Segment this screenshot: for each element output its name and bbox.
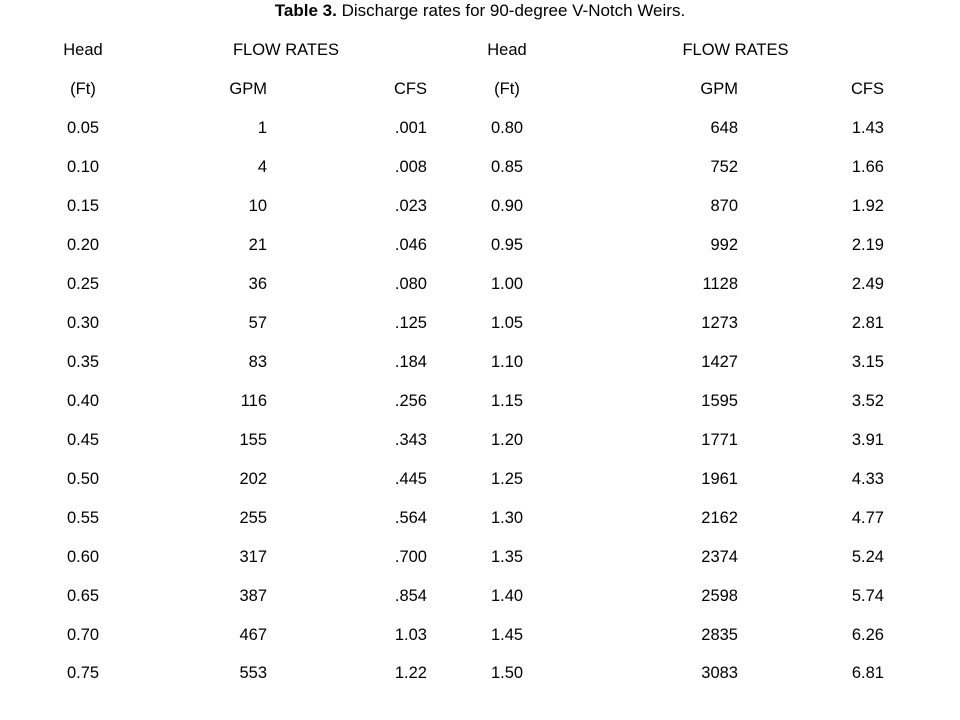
cell-gpm-2: 870 [710, 197, 738, 216]
cell-head-ft-2: 1.30 [490, 508, 524, 527]
cell-head-ft-2: 0.90 [490, 197, 524, 216]
table-row [21, 459, 884, 498]
cell-head-ft-2: 0.95 [490, 236, 524, 255]
cell-gpm: 83 [248, 352, 267, 371]
table-row [21, 537, 884, 576]
table-row [21, 109, 884, 148]
cell-head-ft: 0.10 [66, 158, 100, 177]
cell-gpm-2: 992 [710, 236, 738, 255]
table-row [21, 148, 884, 187]
unit-head-ft-2: (Ft) [494, 80, 520, 99]
table-title [0, 0, 960, 22]
cell-cfs: .008 [394, 158, 427, 177]
table-row [21, 187, 884, 226]
discharge-table [21, 31, 884, 693]
cell-head-ft: 0.25 [66, 275, 100, 294]
table-title-text: Discharge rates for 90-degree V-Notch Weirs. [336, 1, 686, 20]
cell-gpm: 21 [248, 236, 267, 255]
cell-head-ft-2: 0.85 [490, 158, 524, 177]
unit-cfs: CFS [394, 80, 427, 99]
cell-gpm-2: 1273 [701, 314, 738, 333]
cell-gpm-2: 1128 [702, 275, 738, 294]
header-row [21, 31, 884, 70]
cell-cfs-2: 4.77 [851, 508, 884, 527]
cell-head-ft-2: 1.10 [490, 352, 524, 371]
header-head: Head [63, 41, 103, 60]
cell-gpm-2: 2162 [701, 508, 738, 527]
cell-cfs: .125 [394, 314, 427, 333]
cell-gpm: 57 [248, 314, 267, 333]
cell-cfs-2: 6.26 [851, 625, 884, 644]
cell-gpm-2: 1595 [701, 391, 738, 410]
cell-gpm: 255 [239, 508, 267, 527]
table-row [21, 576, 884, 615]
cell-cfs: 1.22 [394, 664, 427, 683]
cell-head-ft-2: 1.35 [490, 547, 524, 566]
unit-gpm-2: GPM [700, 80, 738, 99]
cell-head-ft: 0.40 [66, 391, 100, 410]
cell-head-ft: 0.50 [66, 469, 100, 488]
cell-gpm-2: 752 [710, 158, 738, 177]
cell-cfs: .184 [394, 352, 427, 371]
cell-cfs: .343 [394, 430, 427, 449]
cell-gpm: 116 [240, 391, 267, 410]
cell-cfs: .445 [394, 469, 427, 488]
cell-head-ft-2: 1.05 [490, 314, 524, 333]
table-row [21, 498, 884, 537]
cell-gpm-2: 648 [710, 119, 738, 138]
cell-cfs: .023 [394, 197, 427, 216]
cell-head-ft: 0.70 [66, 625, 100, 644]
cell-head-ft: 0.45 [66, 430, 100, 449]
cell-cfs: .564 [394, 508, 427, 527]
cell-gpm: 387 [239, 586, 267, 605]
cell-head-ft: 0.05 [66, 119, 100, 138]
cell-cfs-2: 5.24 [851, 547, 884, 566]
cell-head-ft: 0.35 [66, 352, 100, 371]
cell-gpm-2: 3083 [701, 664, 738, 683]
cell-gpm: 553 [239, 664, 267, 683]
cell-head-ft: 0.60 [66, 547, 100, 566]
table-row [21, 420, 884, 459]
cell-head-ft-2: 1.50 [490, 664, 524, 683]
cell-head-ft: 0.75 [66, 664, 100, 683]
cell-head-ft: 0.55 [66, 508, 100, 527]
cell-gpm-2: 2835 [701, 625, 738, 644]
cell-gpm-2: 1427 [701, 352, 738, 371]
header-head-2: Head [487, 41, 527, 60]
cell-head-ft: 0.65 [66, 586, 100, 605]
cell-head-ft: 0.30 [66, 314, 100, 333]
cell-gpm: 10 [248, 197, 267, 216]
cell-cfs-2: 2.19 [851, 236, 884, 255]
table-row [21, 615, 884, 654]
cell-gpm: 1 [257, 119, 267, 138]
cell-cfs-2: 1.66 [851, 158, 884, 177]
cell-head-ft: 0.20 [66, 236, 100, 255]
cell-cfs-2: 3.15 [851, 352, 884, 371]
cell-gpm: 467 [239, 625, 267, 644]
table-title-label: Table 3. [274, 1, 337, 20]
cell-head-ft-2: 1.15 [490, 391, 524, 410]
cell-cfs-2: 2.81 [851, 314, 884, 333]
cell-gpm: 317 [239, 547, 267, 566]
cell-cfs-2: 5.74 [851, 586, 884, 605]
cell-gpm: 202 [239, 469, 267, 488]
cell-cfs: .854 [394, 586, 427, 605]
table-row [21, 226, 884, 265]
cell-cfs: 1.03 [394, 625, 427, 644]
table-row [21, 265, 884, 304]
header-flow-rates-2: FLOW RATES [682, 41, 789, 60]
cell-cfs-2: 3.91 [851, 430, 884, 449]
cell-head-ft-2: 1.45 [490, 625, 524, 644]
cell-gpm-2: 1771 [701, 430, 738, 449]
units-row [21, 70, 884, 109]
cell-gpm: 155 [239, 430, 267, 449]
table-row [21, 381, 884, 420]
cell-cfs: .080 [394, 275, 427, 294]
cell-cfs-2: 2.49 [851, 275, 884, 294]
table-row [21, 654, 884, 693]
cell-cfs: .001 [394, 119, 427, 138]
cell-gpm: 36 [248, 275, 267, 294]
cell-head-ft: 0.15 [66, 197, 100, 216]
cell-cfs-2: 1.43 [851, 119, 884, 138]
unit-head-ft: (Ft) [70, 80, 96, 99]
unit-cfs-2: CFS [851, 80, 884, 99]
cell-gpm-2: 2374 [701, 547, 738, 566]
cell-cfs-2: 1.92 [851, 197, 884, 216]
cell-head-ft-2: 1.20 [490, 430, 524, 449]
table-row [21, 343, 884, 382]
cell-cfs: .700 [394, 547, 427, 566]
unit-gpm: GPM [229, 80, 267, 99]
cell-cfs-2: 3.52 [851, 391, 884, 410]
cell-head-ft-2: 1.40 [490, 586, 524, 605]
header-flow-rates: FLOW RATES [232, 41, 340, 60]
cell-cfs-2: 6.81 [851, 664, 884, 683]
cell-head-ft-2: 1.25 [490, 469, 524, 488]
cell-head-ft-2: 1.00 [490, 275, 524, 294]
cell-gpm-2: 1961 [701, 469, 738, 488]
cell-cfs-2: 4.33 [851, 469, 884, 488]
cell-gpm-2: 2598 [701, 586, 738, 605]
cell-cfs: .256 [394, 391, 427, 410]
cell-gpm: 4 [257, 158, 267, 177]
cell-head-ft-2: 0.80 [490, 119, 524, 138]
table-row [21, 304, 884, 343]
cell-cfs: .046 [394, 236, 427, 255]
